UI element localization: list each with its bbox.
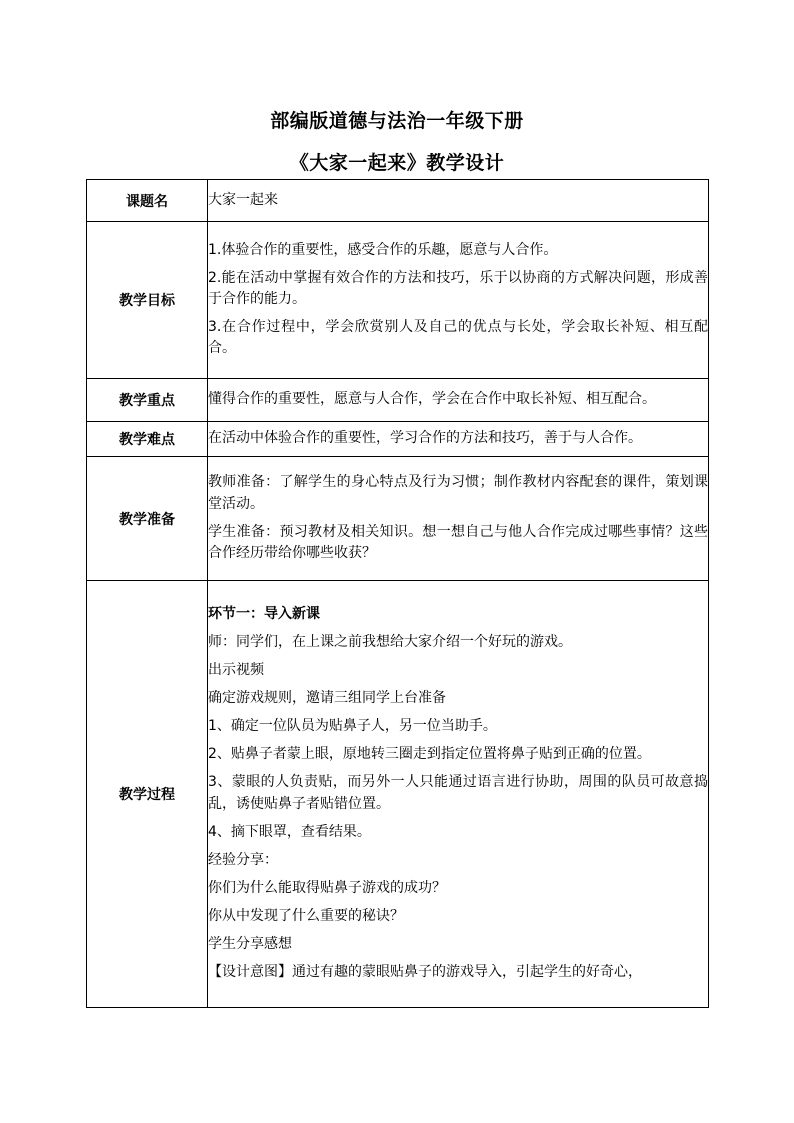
process-line: 确定游戏规则，邀请三组同学上台准备 xyxy=(208,690,446,707)
document-title: 部编版道德与法治一年级下册 xyxy=(270,110,524,132)
focus-label: 教学重点 xyxy=(87,379,208,422)
process-line: 【设计意图】通过有趣的蒙眼贴鼻子的游戏导入，引起学生的好奇心， xyxy=(208,964,642,981)
topic-value: 大家一起来 xyxy=(208,180,709,222)
goals-label: 教学目标 xyxy=(87,222,208,379)
row-goals xyxy=(87,222,709,379)
process-content xyxy=(208,581,709,1008)
process-line: 2、贴鼻子者蒙上眼，原地转三圈走到指定位置将鼻子贴到正确的位置。 xyxy=(208,746,651,763)
preparation-content xyxy=(208,457,709,581)
process-line: 师：同学们，在上课之前我想给大家介绍一个好玩的游戏。 xyxy=(208,634,572,651)
topic-label: 课题名 xyxy=(87,180,208,222)
row-focus xyxy=(87,379,709,422)
process-line: 1、确定一位队员为贴鼻子人，另一位当助手。 xyxy=(208,718,497,735)
goal-item: 3.在合作过程中，学会欣赏别人及自己的优点与长处，学会取长补短、相互配合。 xyxy=(208,318,708,357)
preparation-label: 教学准备 xyxy=(87,457,208,581)
process-line: 你们为什么能取得贴鼻子游戏的成功？ xyxy=(208,880,446,897)
process-line: 3、蒙眼的人负责贴，而另外一人只能通过语言进行协助，周围的队员可故意捣乱，诱使贴鼻子者贴错位置。 xyxy=(208,774,708,812)
teacher-preparation: 教师准备：了解学生的身心特点及行为习惯；制作教材内容配套的课件，策划课堂活动。 xyxy=(208,474,708,512)
process-line: 学生分享感想 xyxy=(208,936,292,953)
difficulty-label: 教学难点 xyxy=(87,422,208,457)
goal-item: 2.能在活动中掌握有效合作的方法和技巧，乐于以协商的方式解决问题，形成善于合作的能力。 xyxy=(208,269,708,308)
row-difficulty xyxy=(87,422,709,457)
process-section-heading: 环节一：导入新课 xyxy=(208,606,320,623)
goals-content xyxy=(208,222,709,379)
row-preparation xyxy=(87,457,709,581)
lesson-plan-table xyxy=(86,179,709,1008)
process-line: 经验分享： xyxy=(208,852,278,869)
goal-item: 1.体验合作的重要性，感受合作的乐趣，愿意与人合作。 xyxy=(208,242,558,259)
row-process xyxy=(87,581,709,1008)
row-topic xyxy=(87,180,709,222)
process-line: 4、摘下眼罩，查看结果。 xyxy=(208,824,371,841)
process-line: 出示视频 xyxy=(208,662,264,679)
difficulty-value: 在活动中体验合作的重要性，学习合作的方法和技巧，善于与人合作。 xyxy=(208,422,709,457)
process-line: 你从中发现了什么重要的秘诀？ xyxy=(208,908,404,925)
focus-value: 懂得合作的重要性，愿意与人合作，学会在合作中取长补短、相互配合。 xyxy=(208,379,709,422)
process-label: 教学过程 xyxy=(87,581,208,1008)
document-subtitle: 《大家一起来》教学设计 xyxy=(289,152,505,174)
student-preparation: 学生准备：预习教材及相关知识。想一想自己与他人合作完成过哪些事情？这些合作经历带给你哪些收获？ xyxy=(208,523,708,562)
